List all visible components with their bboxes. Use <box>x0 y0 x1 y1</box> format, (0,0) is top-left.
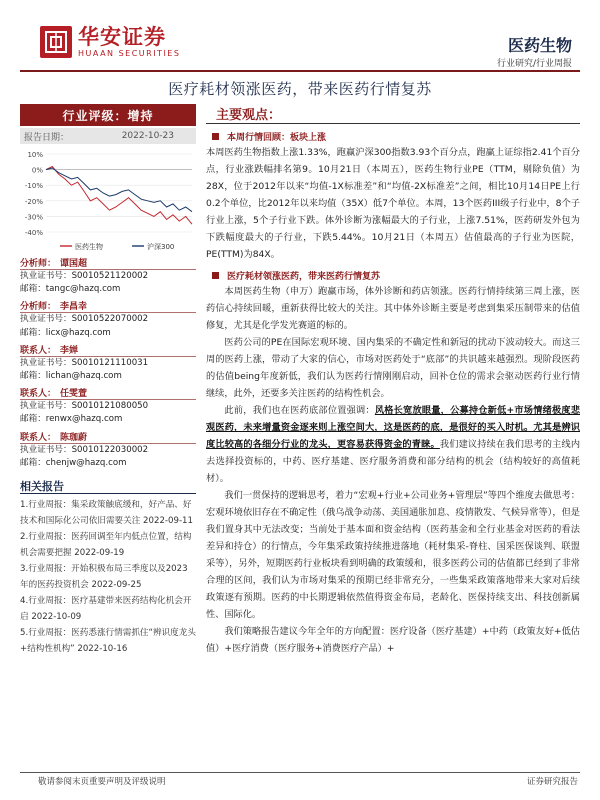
analyst-role: 联系人： <box>20 432 57 443</box>
cert-label: 执业证书号： <box>20 357 72 368</box>
header-divider <box>20 70 580 72</box>
cert-number: S0010121110031 <box>71 357 149 368</box>
legend-label: 沪深300 <box>147 243 175 251</box>
analyst-cert <box>20 444 196 457</box>
y-tick-label: -40% <box>24 229 43 237</box>
related-reports-list <box>20 498 196 657</box>
series-line <box>46 167 192 225</box>
analyst-email <box>20 283 196 296</box>
analyst-name: 谭国超 <box>60 259 88 269</box>
y-tick-label: -20% <box>24 197 43 206</box>
email-address[interactable]: licx@hazq.com <box>45 327 111 338</box>
cert-label: 执业证书号： <box>20 444 72 455</box>
footer-disclaimer: 敬请参阅末页重要声明及评级说明 <box>38 777 166 787</box>
cert-number: S0010122030002 <box>71 444 149 455</box>
related-report-item[interactable]: 1.行业周报：集采政策触底缓和，好产品、好技术和国际化公司依旧需要关注 2022-09-11 <box>20 500 193 526</box>
document-title: 医疗耗材领涨医药，带来医药行情复苏 <box>168 80 432 98</box>
performance-chart <box>20 148 196 256</box>
analyst-role: 分析师： <box>20 259 57 269</box>
email-label: 邮箱： <box>20 457 46 468</box>
analyst-role: 分析师： <box>20 302 57 313</box>
bottom-view-highlight: 风格长宽放眼量，公募持仓新低+市场情绪极度悲观医药，未来增量资金逐来则上涨空间大，这是医药的底，是很好的买入时机。尤其是辨识度比较高的各细分行业的龙头，更容易获得资金的青睐。 <box>206 405 581 450</box>
related-reports-title: 相关报告 <box>20 478 196 494</box>
y-tick-label: 10% <box>27 151 43 159</box>
left-sidebar <box>20 104 196 658</box>
footer-divider <box>20 772 580 773</box>
legend-label: 医药生物 <box>75 243 103 251</box>
analyst-name: 李昌幸 <box>60 302 88 313</box>
y-tick-label: -30% <box>24 213 43 222</box>
analyst-heading <box>20 256 196 270</box>
email-label: 邮箱： <box>20 371 46 382</box>
logo-cn-text: 华安证券 <box>78 25 166 49</box>
email-label: 邮箱： <box>20 414 46 425</box>
related-report-item[interactable]: 2.行业周报：医药回调至年内低点位置，结构机会需要把握 2022-09-19 <box>20 532 192 558</box>
report-date-bar <box>20 128 196 144</box>
cert-number: S0010522070002 <box>71 314 149 325</box>
company-logo <box>40 22 210 62</box>
related-report-item[interactable]: 3.行业周报：开始积极布局三季度以及2023年的医药投资机会 2022-09-25 <box>20 564 188 590</box>
section-heading-text: 本周行情回顾：板块上涨 <box>227 132 327 143</box>
summary-heading: 主要观点： <box>206 104 580 124</box>
square-bullet-icon <box>212 133 219 140</box>
email-label: 邮箱： <box>20 327 46 338</box>
analyst-name: 任雯萱 <box>60 389 88 400</box>
paragraph-strategy: 我们策略报告建议今年全年的方向配置：医疗设备（医疗基建）+中药（政策友好+低估值）+医疗消费（医疗服务+消费医疗产品）+ <box>206 626 580 654</box>
email-address[interactable]: lichan@hazq.com <box>45 371 122 382</box>
related-report-item[interactable]: 5.行业周报：医药悉涨行情需抓住“辨识度龙头+结构性机构” 2022-10-16 <box>20 628 196 654</box>
analyst-heading <box>20 343 196 357</box>
y-tick-label: -10% <box>24 182 43 191</box>
analyst-name: 陈珈蔚 <box>60 432 88 443</box>
bottom-view-intro: 此前，我们也在医药底部位置强调： <box>224 405 375 416</box>
cert-label: 执业证书号： <box>20 314 72 325</box>
cert-number: S0010521120002 <box>71 271 149 281</box>
square-bullet-icon <box>212 272 219 279</box>
date-value: 2022-10-23 <box>121 131 174 141</box>
industry-name: 医药生物 <box>507 36 572 55</box>
analyst-email <box>20 370 196 383</box>
paragraph-pe: 医药公司的PE在国际宏观环境、国内集采的不确定性和新冠的扰动下波动较大。而这三周的医药上涨，带动了大家的信心，市场对医药处于“底部”的共识越来越强烈。现阶段医药的估值being年度新低，我们认为医药行情刚刚启动，回补仓位的需求会驱动医药行业行情继续，此外，还要多关注医药的结构性机会。 <box>206 337 580 399</box>
analyst-name: 李婵 <box>60 345 79 356</box>
paragraph-logic: 我们一贯保持的逻辑思考，着力“宏观+行业+公司业务+管理层”等四个维度去做思考：宏观环境依旧存在不确定性（俄乌战争动荡、美国通胀加息、疫情散发、气候异常等），但是我们置身其中无法改变；当前处于基本面和资金结构（医药基金和全行业基金对医药的看法差异和持仓）的行情点，今年集采政策持续推进落地（耗材集采-脊柱、国采医保谈判、联盟采等），另外，短期医药行业板块看到明确的政策缓和，很多医药公司的估值都已经到了非常合理的区间，我们认为市场对集采的预期已经非常充分，一些集采政策落地带来大家对后续政策逐有预期。医药的中长期逻辑依然值得资金布局，老龄化、医保持续支出、科技创新属性、国际化。 <box>206 490 580 620</box>
cert-number: S0010121080050 <box>71 401 149 412</box>
email-address[interactable]: renwx@hazq.com <box>45 414 123 425</box>
rating-banner: 行业评级：增持 <box>20 104 196 126</box>
analyst-heading <box>20 386 196 400</box>
related-report-item[interactable]: 4.行业周报：医疗基建带来医药结构化机会开启 2022-10-09 <box>20 596 192 622</box>
report-type: 行业研究/行业周报 <box>496 59 572 69</box>
analyst-cert <box>20 400 196 413</box>
analyst-email <box>20 327 196 340</box>
paragraph-bottom-view <box>206 402 580 487</box>
paragraph-weekly-review: 本周医药生物指数上涨1.33%，跑赢沪深300指数3.93个百分点，跑赢上证综指2.41个百分点，行业涨跌幅排名第9。10月21日（本周五），医药生物行业PE（TTM，剔除负值）为28X，位于2012年以来“均值-1X标准差”和“均值-2X标准差”之间，相比10月14日PE上行0.2个单位，比2012年以来均值（35X）低7个单位。本周，13个医药III级子行业中，8个子行业上涨，5个子行业下跌。体外诊断为涨幅最大的子行业，上涨7.51%，医药研发外包为下跌幅度最大的子行业，下跌5.44%。10月21日（本周五）估值最高的子行业为医院，PE(TTM)为84X。 <box>206 147 580 260</box>
logo-seal-icon <box>40 26 72 58</box>
analyst-cert <box>20 313 196 326</box>
cert-label: 执业证书号： <box>20 271 72 281</box>
y-tick-label: 0% <box>31 166 43 175</box>
logo-en-text: HUAAN SECURITIES <box>78 49 181 58</box>
analyst-role: 联系人： <box>20 345 57 356</box>
analyst-role: 联系人： <box>20 389 57 400</box>
footer-report-label: 证券研究报告 <box>526 777 578 787</box>
paragraph-market: 本周医药生物（申万）跑赢市场，体外诊断和药店领涨。医药行情持续第三周上涨，医药信心持续回暖，重新获得比较大的关注。其中体外诊断主要是考虑到集采压制带来的估值修复，尤其是化学发光赛道的标的。 <box>206 286 580 331</box>
email-label: 邮箱： <box>20 284 46 295</box>
cert-label: 执业证书号： <box>20 401 72 412</box>
email-address[interactable]: tangc@hazq.com <box>45 284 121 295</box>
analyst-cert <box>20 357 196 370</box>
bottom-view-suggestion: 我们建议持续在我们思考的主线内去选择投资标的，中药、医疗基建、医疗服务消费和部分结构的机会（结构较好的高值耗材）。 <box>206 439 581 484</box>
analyst-cert <box>20 270 196 283</box>
analyst-list <box>20 256 196 470</box>
email-address[interactable]: chenjw@hazq.com <box>45 457 127 468</box>
analyst-email <box>20 457 196 470</box>
main-content <box>206 104 580 657</box>
analyst-heading <box>20 430 196 444</box>
section-heading-text: 医疗耗材领涨医药，带来医药行情复苏 <box>227 271 381 282</box>
section-heading-consumables <box>206 267 580 283</box>
date-label: 报告日期： <box>24 132 70 143</box>
analyst-email <box>20 413 196 426</box>
performance-chart-svg <box>20 148 196 256</box>
analyst-heading <box>20 299 196 313</box>
section-heading-weekly-review <box>206 128 580 144</box>
